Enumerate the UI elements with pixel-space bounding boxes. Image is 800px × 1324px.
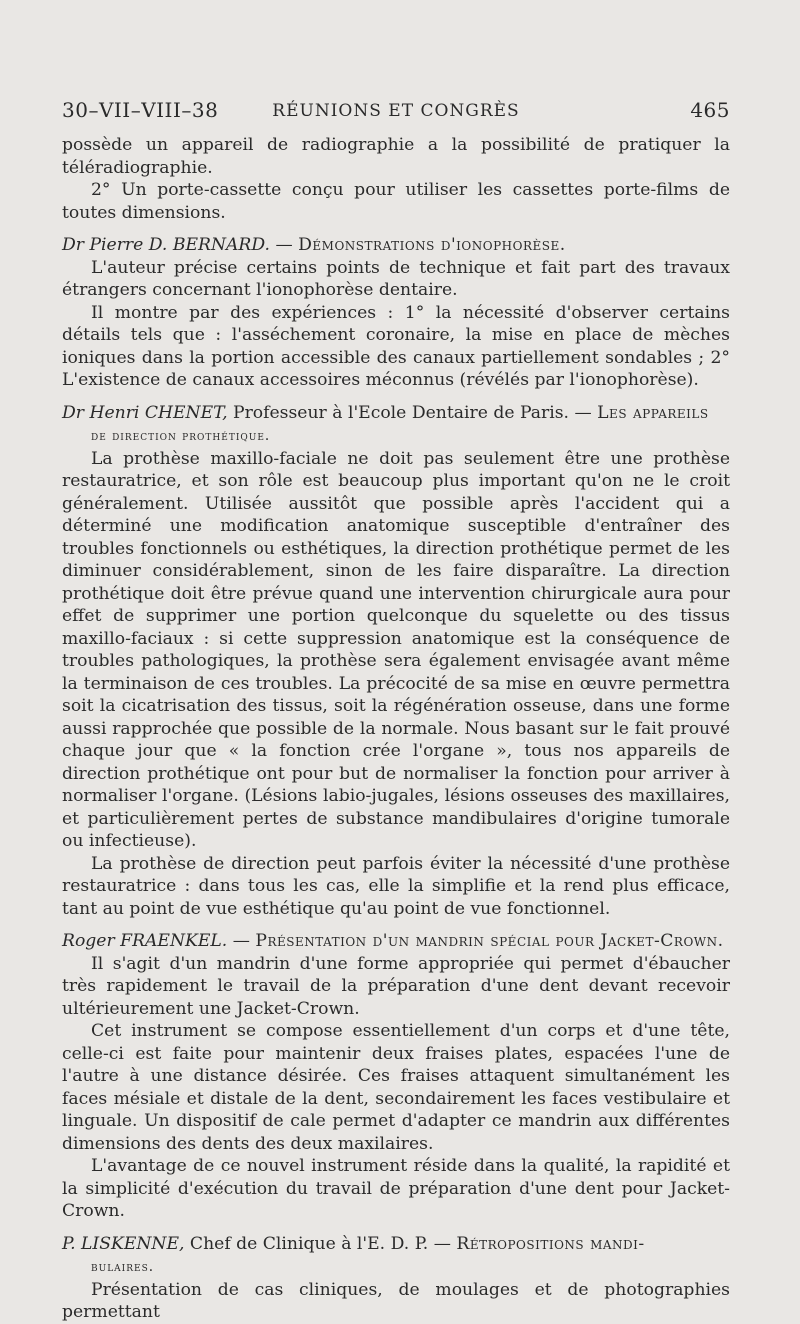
dash: — xyxy=(428,1233,457,1254)
entry-bernard xyxy=(62,234,730,392)
entry-liskenne xyxy=(62,1233,730,1324)
communication-title-continued: bulaires. xyxy=(91,1259,155,1275)
communication-title: Démonstrations d'ionophorèse. xyxy=(298,235,566,255)
paragraph: La prothèse de direction peut parfois éviter la nécessité d'une prothèse restauratrice : dans tous les cas, elle la simplifie et la rend plus efficace, tant au point de vue esthétique qu'au point de vue fonctionnel. xyxy=(62,853,730,919)
paragraph: Il s'agit d'un mandrin d'une forme appropriée qui permet d'ébaucher très rapidement le travail de la préparation d'une dent devant recevoir ultérieurement une Jacket-Crown. xyxy=(62,953,730,1019)
paragraph: Présentation de cas cliniques, de moulages et de photographies permettant xyxy=(62,1279,730,1322)
entry-chenet xyxy=(62,402,730,921)
dash: — xyxy=(270,235,299,255)
author-name: Henri CHENET, xyxy=(89,402,228,423)
paragraph: Cet instrument se compose essentiellement d'un corps et d'une tête, celle-ci est faite pour maintenir deux fraises plates, espacées l'une de l'autre à une distance désirée. Ces fraises attaquent simultanément les faces mésiale et distale de la dent, secondairement les faces vestibulaire et linguale. Un dispositif de cale permet d'adapter ce mandrin aux différentes dimensions des dents des deux maxilaires. xyxy=(62,1021,730,1154)
entry-heading xyxy=(62,402,730,425)
entry-fraenkel xyxy=(62,930,730,1223)
paragraph: 2° Un porte-cassette conçu pour utiliser les cassettes porte-films de toutes dimensions. xyxy=(62,180,730,223)
paragraph: L'avantage de ce nouvel instrument réside dans la qualité, la rapidité et la simplicité d'exécution du travail de préparation d'une dent pour Jacket-Crown. xyxy=(62,1156,730,1221)
communication-title: Rétropositions mandi- xyxy=(456,1233,645,1254)
author-affiliation: Professeur à l'Ecole Dentaire de Paris. xyxy=(227,402,570,423)
title-prefix: Dr xyxy=(62,235,84,255)
entry-heading xyxy=(62,930,730,953)
communication-title: Les appareils xyxy=(597,402,709,423)
entry-heading xyxy=(62,234,730,257)
header-date: 30–VII–VIII–38 xyxy=(62,98,219,122)
author-name: Pierre D. BERNARD. xyxy=(89,235,271,255)
paragraph: Il montre par des expériences : 1° la nécessité d'observer certains détails tels que : l'asséchement coronaire, la mise en place de mèches ioniques dans la portion accessible des canaux partiellement sondables ; 2° L'existence de canaux accessoires méconnus (révélés par l'ionophorèse). xyxy=(62,302,730,390)
dash: — xyxy=(569,402,598,423)
title-prefix: Dr xyxy=(62,402,84,423)
dash: — xyxy=(227,931,256,951)
entry-heading xyxy=(62,1233,730,1256)
header-title: RÉUNIONS ET CONGRÈS xyxy=(272,101,520,121)
entry-heading-continued xyxy=(62,424,730,448)
communication-title-continued: de direction prothétique. xyxy=(91,428,271,444)
body-text xyxy=(62,134,730,1324)
author-name: Roger FRAENKEL. xyxy=(62,931,228,951)
page-number: 465 xyxy=(690,98,730,122)
entry-heading-continued xyxy=(62,1255,730,1279)
paragraph: L'auteur précise certains points de technique et fait part des travaux étrangers concernant l'ionophorèse dentaire. xyxy=(62,257,730,300)
running-header xyxy=(62,98,730,134)
author-affiliation: Chef de Clinique à l'E. D. P. xyxy=(184,1233,429,1254)
document-page xyxy=(62,98,730,1324)
paragraph: possède un appareil de radiographie a la possibilité de pratiquer la téléradiographie. xyxy=(62,135,730,178)
communication-title: Présentation d'un mandrin spécial pour Jacket-Crown. xyxy=(255,931,724,951)
paragraph: La prothèse maxillo-faciale ne doit pas seulement être une prothèse restauratrice, et son rôle est beaucoup plus important qu'on ne le croit généralement. Utilisée aussitôt que possible après l'accident qui a déterminé une modification anatomique susceptible d'entraîner des troubles fonctionnels ou esthétiques, la direction prothétique permet de les diminuer considérablement, sinon de les faire disparaître. La direction prothétique doit être prévue quand une intervention chirurgicale aura pour effet de supprimer une portion quelconque du squelette ou des tissus maxillo-faciaux : si cette suppression anatomique est la conséquence de troubles pathologiques, la prothèse sera également envisagée avant même la terminaison de ces troubles. La précocité de sa mise en œuvre permettra soit la cicatrisation des tissus, soit la régénération osseuse, dans une forme aussi rapprochée que possible de la normale. Nous basant sur le fait prouvé chaque jour que « la fonction crée l'organe », tous nos appareils de direction prothétique ont pour but de normaliser la fonction pour arriver à normaliser l'organe. (Lésions labio-jugales, lésions osseuses des maxillaires, et particulièrement pertes de substance mandibulaires d'origine tumorale ou infectieuse). xyxy=(62,448,730,851)
author-name: P. LISKENNE, xyxy=(62,1233,185,1254)
